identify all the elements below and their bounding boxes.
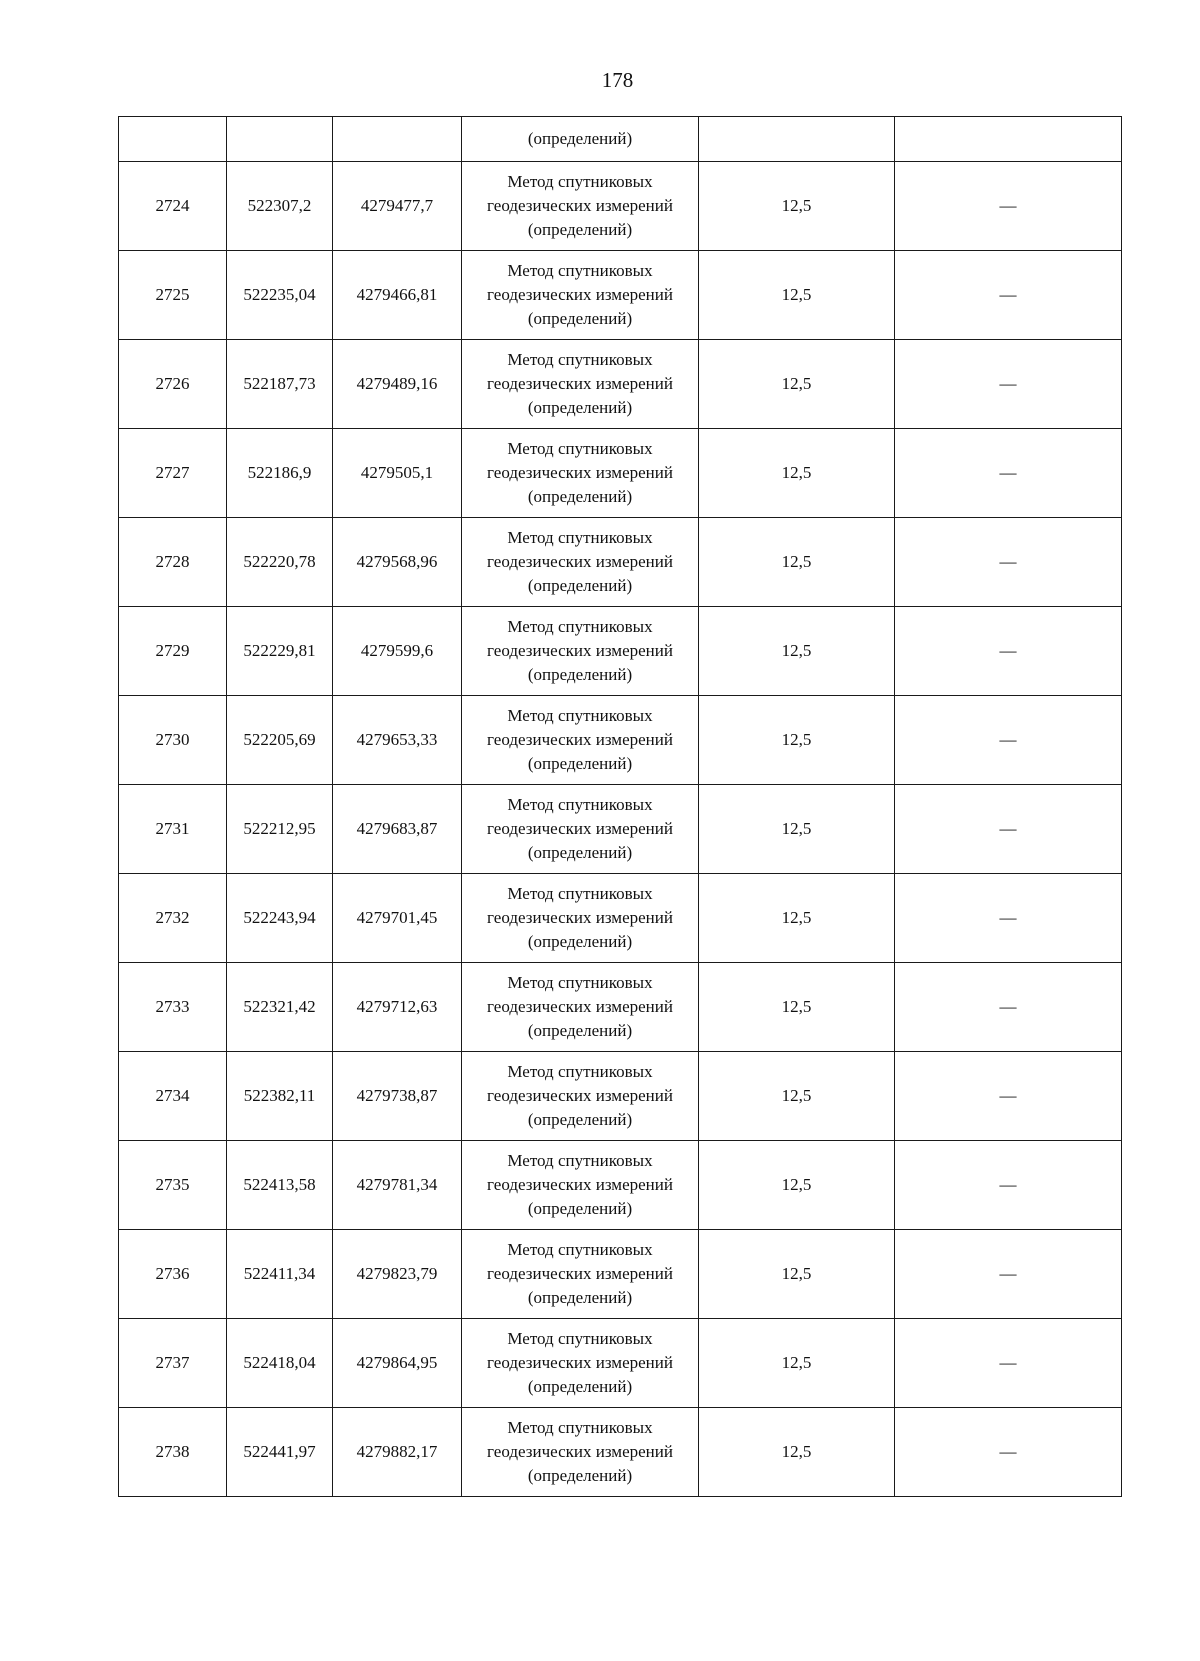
point-number-cell: 2724 xyxy=(119,162,227,251)
x-coordinate-cell: 522243,94 xyxy=(227,874,333,963)
continuation-row xyxy=(119,117,1122,162)
x-coordinate-cell: 522321,42 xyxy=(227,963,333,1052)
note-cell: — xyxy=(895,963,1122,1052)
note-cell: — xyxy=(895,696,1122,785)
accuracy-cell: 12,5 xyxy=(699,1141,895,1230)
y-coordinate-cell: 4279781,34 xyxy=(333,1141,462,1230)
table-row xyxy=(119,1230,1122,1319)
method-cell xyxy=(462,1052,699,1141)
method-line: Метод спутниковых xyxy=(507,261,653,280)
table-row xyxy=(119,251,1122,340)
note-cell: — xyxy=(895,1230,1122,1319)
method-line: Метод спутниковых xyxy=(507,973,653,992)
table-row xyxy=(119,785,1122,874)
accuracy-cell xyxy=(699,117,895,162)
accuracy-cell: 12,5 xyxy=(699,963,895,1052)
y-coordinate-cell: 4279712,63 xyxy=(333,963,462,1052)
x-coordinate-cell: 522418,04 xyxy=(227,1319,333,1408)
accuracy-cell: 12,5 xyxy=(699,607,895,696)
accuracy-cell: 12,5 xyxy=(699,1052,895,1141)
method-cell xyxy=(462,963,699,1052)
table-row xyxy=(119,518,1122,607)
point-number-cell: 2734 xyxy=(119,1052,227,1141)
table-row xyxy=(119,162,1122,251)
x-coordinate-cell: 522212,95 xyxy=(227,785,333,874)
method-line: геодезических измерений xyxy=(487,1353,673,1372)
note-cell: — xyxy=(895,785,1122,874)
method-line: геодезических измерений xyxy=(487,552,673,571)
note-cell: — xyxy=(895,251,1122,340)
method-line: геодезических измерений xyxy=(487,374,673,393)
method-line: Метод спутниковых xyxy=(507,884,653,903)
method-line: Метод спутниковых xyxy=(507,1151,653,1170)
y-coordinate-cell: 4279683,87 xyxy=(333,785,462,874)
method-line: Метод спутниковых xyxy=(507,1240,653,1259)
x-coordinate-cell: 522220,78 xyxy=(227,518,333,607)
table-row xyxy=(119,963,1122,1052)
method-line: Метод спутниковых xyxy=(507,172,653,191)
method-cell xyxy=(462,696,699,785)
table-body xyxy=(119,117,1122,1497)
point-number-cell: 2730 xyxy=(119,696,227,785)
method-line: геодезических измерений xyxy=(487,730,673,749)
point-number-cell: 2727 xyxy=(119,429,227,518)
page-number: 178 xyxy=(601,68,634,92)
point-number-cell: 2729 xyxy=(119,607,227,696)
note-cell: — xyxy=(895,518,1122,607)
note-cell: — xyxy=(895,1319,1122,1408)
method-line: (определений) xyxy=(527,576,633,595)
point-number-cell: 2735 xyxy=(119,1141,227,1230)
x-coordinate-cell: 522229,81 xyxy=(227,607,333,696)
x-coordinate-cell: 522187,73 xyxy=(227,340,333,429)
point-number-cell: 2738 xyxy=(119,1408,227,1497)
y-coordinate-cell: 4279466,81 xyxy=(333,251,462,340)
table-row xyxy=(119,340,1122,429)
method-line: Метод спутниковых xyxy=(507,617,653,636)
x-coordinate-cell: 522411,34 xyxy=(227,1230,333,1319)
y-coordinate-cell: 4279882,17 xyxy=(333,1408,462,1497)
method-line: Метод спутниковых xyxy=(507,1062,653,1081)
y-coordinate-cell: 4279864,95 xyxy=(333,1319,462,1408)
note-cell: — xyxy=(895,340,1122,429)
note-cell xyxy=(895,117,1122,162)
accuracy-cell: 12,5 xyxy=(699,340,895,429)
note-cell: — xyxy=(895,874,1122,963)
y-coordinate-cell: 4279599,6 xyxy=(333,607,462,696)
method-line: Метод спутниковых xyxy=(507,706,653,725)
method-cell xyxy=(462,785,699,874)
method-line: геодезических измерений xyxy=(487,641,673,660)
method-line: (определений) xyxy=(527,1021,633,1040)
accuracy-cell: 12,5 xyxy=(699,1319,895,1408)
y-coordinate-cell: 4279568,96 xyxy=(333,518,462,607)
method-line: (определений) xyxy=(527,398,633,417)
method-line: (определений) xyxy=(527,309,633,328)
x-coordinate-cell xyxy=(227,117,333,162)
table-row xyxy=(119,696,1122,785)
point-number-cell: 2733 xyxy=(119,963,227,1052)
method-line: (определений) xyxy=(527,1288,633,1307)
accuracy-cell: 12,5 xyxy=(699,1230,895,1319)
x-coordinate-cell: 522205,69 xyxy=(227,696,333,785)
point-number-cell: 2732 xyxy=(119,874,227,963)
method-cell xyxy=(462,162,699,251)
method-cell xyxy=(462,251,699,340)
accuracy-cell: 12,5 xyxy=(699,696,895,785)
method-line: геодезических измерений xyxy=(487,819,673,838)
accuracy-cell: 12,5 xyxy=(699,785,895,874)
method-line: геодезических измерений xyxy=(487,285,673,304)
method-line: (определений) xyxy=(527,1377,633,1396)
method-line: (определений) xyxy=(527,1466,633,1485)
table-row xyxy=(119,1141,1122,1230)
method-line: (определений) xyxy=(527,665,633,684)
x-coordinate-cell: 522307,2 xyxy=(227,162,333,251)
point-number-cell xyxy=(119,117,227,162)
table-row xyxy=(119,429,1122,518)
y-coordinate-cell: 4279701,45 xyxy=(333,874,462,963)
method-line: (определений) xyxy=(527,220,633,239)
method-cell: (определений) xyxy=(462,117,699,162)
y-coordinate-cell: 4279823,79 xyxy=(333,1230,462,1319)
method-cell xyxy=(462,1408,699,1497)
point-number-cell: 2728 xyxy=(119,518,227,607)
x-coordinate-cell: 522441,97 xyxy=(227,1408,333,1497)
point-number-cell: 2736 xyxy=(119,1230,227,1319)
table-row xyxy=(119,1408,1122,1497)
method-line: (определений) xyxy=(527,754,633,773)
point-number-cell: 2737 xyxy=(119,1319,227,1408)
method-line: (определений) xyxy=(527,1110,633,1129)
method-line: Метод спутниковых xyxy=(507,1329,653,1348)
y-coordinate-cell: 4279505,1 xyxy=(333,429,462,518)
method-cell xyxy=(462,607,699,696)
y-coordinate-cell: 4279477,7 xyxy=(333,162,462,251)
y-coordinate-cell: 4279738,87 xyxy=(333,1052,462,1141)
accuracy-cell: 12,5 xyxy=(699,162,895,251)
method-line: Метод спутниковых xyxy=(507,439,653,458)
method-line: Метод спутниковых xyxy=(507,350,653,369)
note-cell: — xyxy=(895,1052,1122,1141)
accuracy-cell: 12,5 xyxy=(699,1408,895,1497)
method-line: (определений) xyxy=(527,932,633,951)
x-coordinate-cell: 522186,9 xyxy=(227,429,333,518)
point-number-cell: 2725 xyxy=(119,251,227,340)
table-row xyxy=(119,874,1122,963)
method-line: Метод спутниковых xyxy=(507,528,653,547)
method-cell xyxy=(462,518,699,607)
note-cell: — xyxy=(895,1408,1122,1497)
accuracy-cell: 12,5 xyxy=(699,874,895,963)
accuracy-cell: 12,5 xyxy=(699,251,895,340)
method-cell xyxy=(462,429,699,518)
note-cell: — xyxy=(895,607,1122,696)
method-line: геодезических измерений xyxy=(487,1175,673,1194)
method-cell xyxy=(462,1141,699,1230)
point-number-cell: 2731 xyxy=(119,785,227,874)
note-cell: — xyxy=(895,429,1122,518)
x-coordinate-cell: 522235,04 xyxy=(227,251,333,340)
y-coordinate-cell: 4279653,33 xyxy=(333,696,462,785)
accuracy-cell: 12,5 xyxy=(699,429,895,518)
table-row xyxy=(119,607,1122,696)
method-line: геодезических измерений xyxy=(487,908,673,927)
point-number-cell: 2726 xyxy=(119,340,227,429)
method-line: геодезических измерений xyxy=(487,463,673,482)
method-line: (определений) xyxy=(527,1199,633,1218)
method-line: геодезических измерений xyxy=(487,1442,673,1461)
x-coordinate-cell: 522413,58 xyxy=(227,1141,333,1230)
method-line: (определений) xyxy=(527,487,633,506)
y-coordinate-cell xyxy=(333,117,462,162)
method-line: Метод спутниковых xyxy=(507,1418,653,1437)
method-line: геодезических измерений xyxy=(487,997,673,1016)
y-coordinate-cell: 4279489,16 xyxy=(333,340,462,429)
x-coordinate-cell: 522382,11 xyxy=(227,1052,333,1141)
method-cell xyxy=(462,1230,699,1319)
method-cell xyxy=(462,1319,699,1408)
note-cell: — xyxy=(895,1141,1122,1230)
coordinates-table xyxy=(118,116,1122,1497)
accuracy-cell: 12,5 xyxy=(699,518,895,607)
method-line: Метод спутниковых xyxy=(507,795,653,814)
method-line: (определений) xyxy=(527,843,633,862)
method-line: геодезических измерений xyxy=(487,1264,673,1283)
method-cell xyxy=(462,874,699,963)
method-line: геодезических измерений xyxy=(487,1086,673,1105)
method-cell xyxy=(462,340,699,429)
table-row xyxy=(119,1052,1122,1141)
note-cell: — xyxy=(895,162,1122,251)
table-row xyxy=(119,1319,1122,1408)
method-line: геодезических измерений xyxy=(487,196,673,215)
